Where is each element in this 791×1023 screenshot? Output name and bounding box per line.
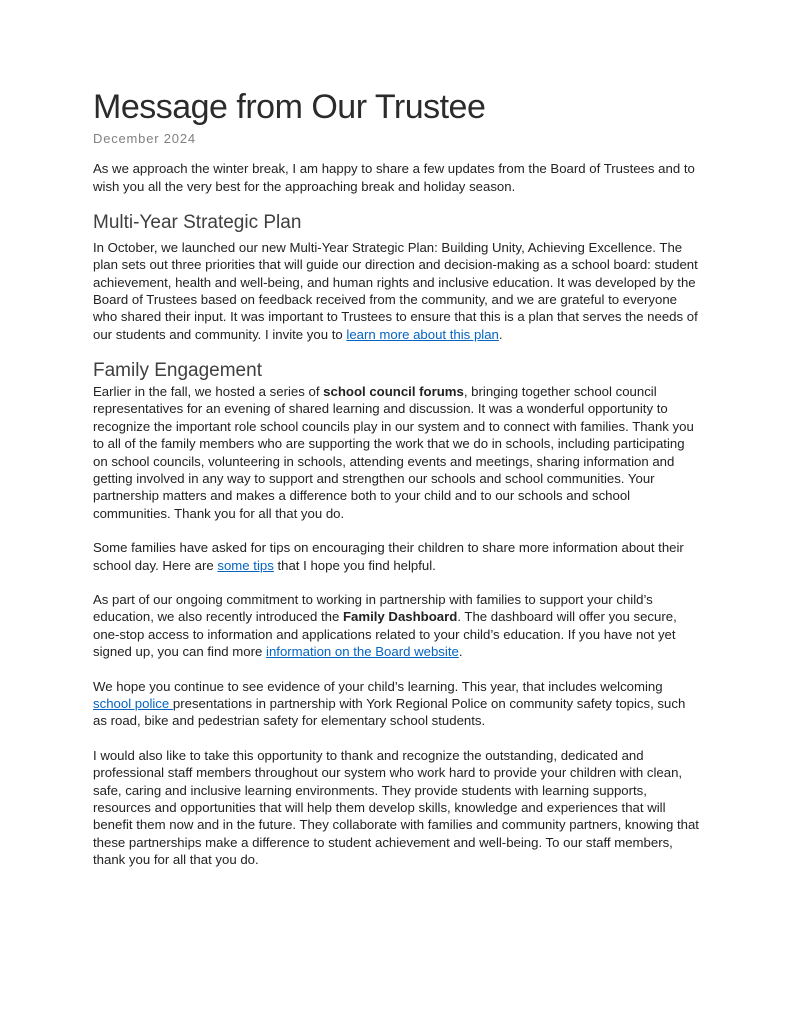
some-tips-link[interactable]: some tips: [217, 557, 274, 573]
school-police-link[interactable]: school police: [93, 696, 173, 712]
school-police-paragraph: We hope you continue to see evidence of your child’s learning. This year, that includes welcoming school police presentations in partnership with York Regional Police on community safety topics, such as road, bike and pedestrian safety for elementary school students.: [93, 678, 686, 729]
sharing-tips-paragraph: Some families have asked for tips on encouraging their children to share more information about their school day. Here are some tips that I hope you find helpful.: [93, 540, 684, 573]
strategic-plan-paragraph: In October, we launched our new Multi-Year Strategic Plan: Building Unity, Achieving Excellence. The plan sets out three priorities that will guide our direction and decision-making as a school board: student achievement, health and well-being, and human rights and inclusive education. It was developed by the Board of Trustees based on feedback received from the community, and we are grateful to everyone who shared their input. It was important to Trustees to ensure that this is a plan that serves the needs of our students and community. I invite you to learn more about this plan.: [93, 239, 698, 342]
bold-text: Family Dashboard: [342, 609, 458, 625]
section-heading-strategic-plan: Multi-Year Strategic Plan: [93, 211, 302, 233]
document-date: December 2024: [93, 131, 196, 147]
page-title: Message from Our Trustee: [93, 88, 486, 126]
family-dashboard-paragraph: As part of our ongoing commitment to working in partnership with families to support your child’s education, we also recently introduced the Family Dashboard. The dashboard will offer you secure, one-stop access to information and applications related to your child’s education. If you have not yet signed up, you can find more information on the Board website.: [93, 592, 677, 660]
section-heading-family-engagement: Family Engagement: [93, 360, 262, 382]
staff-appreciation-paragraph: I would also like to take this opportunity to thank and recognize the outstanding, dedicated and professional staff members throughout our system who work hard to provide your children with clean, safe, caring and inclusive learning environments. They provide students with learning supports, resources and opportunities that will help them develop skills, knowledge and experiences that will benefit them now and in the future. They collaborate with families and community partners, knowing that these partnerships make a difference to student achievement and well-being. To our staff members, thank you for all that you do.: [93, 747, 699, 868]
board-website-link[interactable]: information on the Board website: [266, 644, 459, 660]
intro-paragraph: As we approach the winter break, I am happy to share a few updates from the Board of Trustees and to wish you all the very best for the approaching break and holiday season.: [93, 161, 695, 194]
family-forums-paragraph: Earlier in the fall, we hosted a series of school council forums, bringing together school council representatives for an evening of shared learning and discussion. It was a wonderful opportunity to recognize the important role school councils play in our system and to connect with families. Thank you to all of the family members who are supporting the work that we do in schools, including participating on school councils, volunteering in schools, attending events and meetings, sharing information and getting involved in any way to support and strengthen our schools and school communities. Your partnership matters and makes a difference both to your child and to our schools and school communities. Thank you for all that you do.: [93, 383, 694, 521]
learn-more-about-plan-link[interactable]: learn more about this plan: [346, 326, 499, 342]
bold-text: school council forums: [323, 383, 464, 399]
